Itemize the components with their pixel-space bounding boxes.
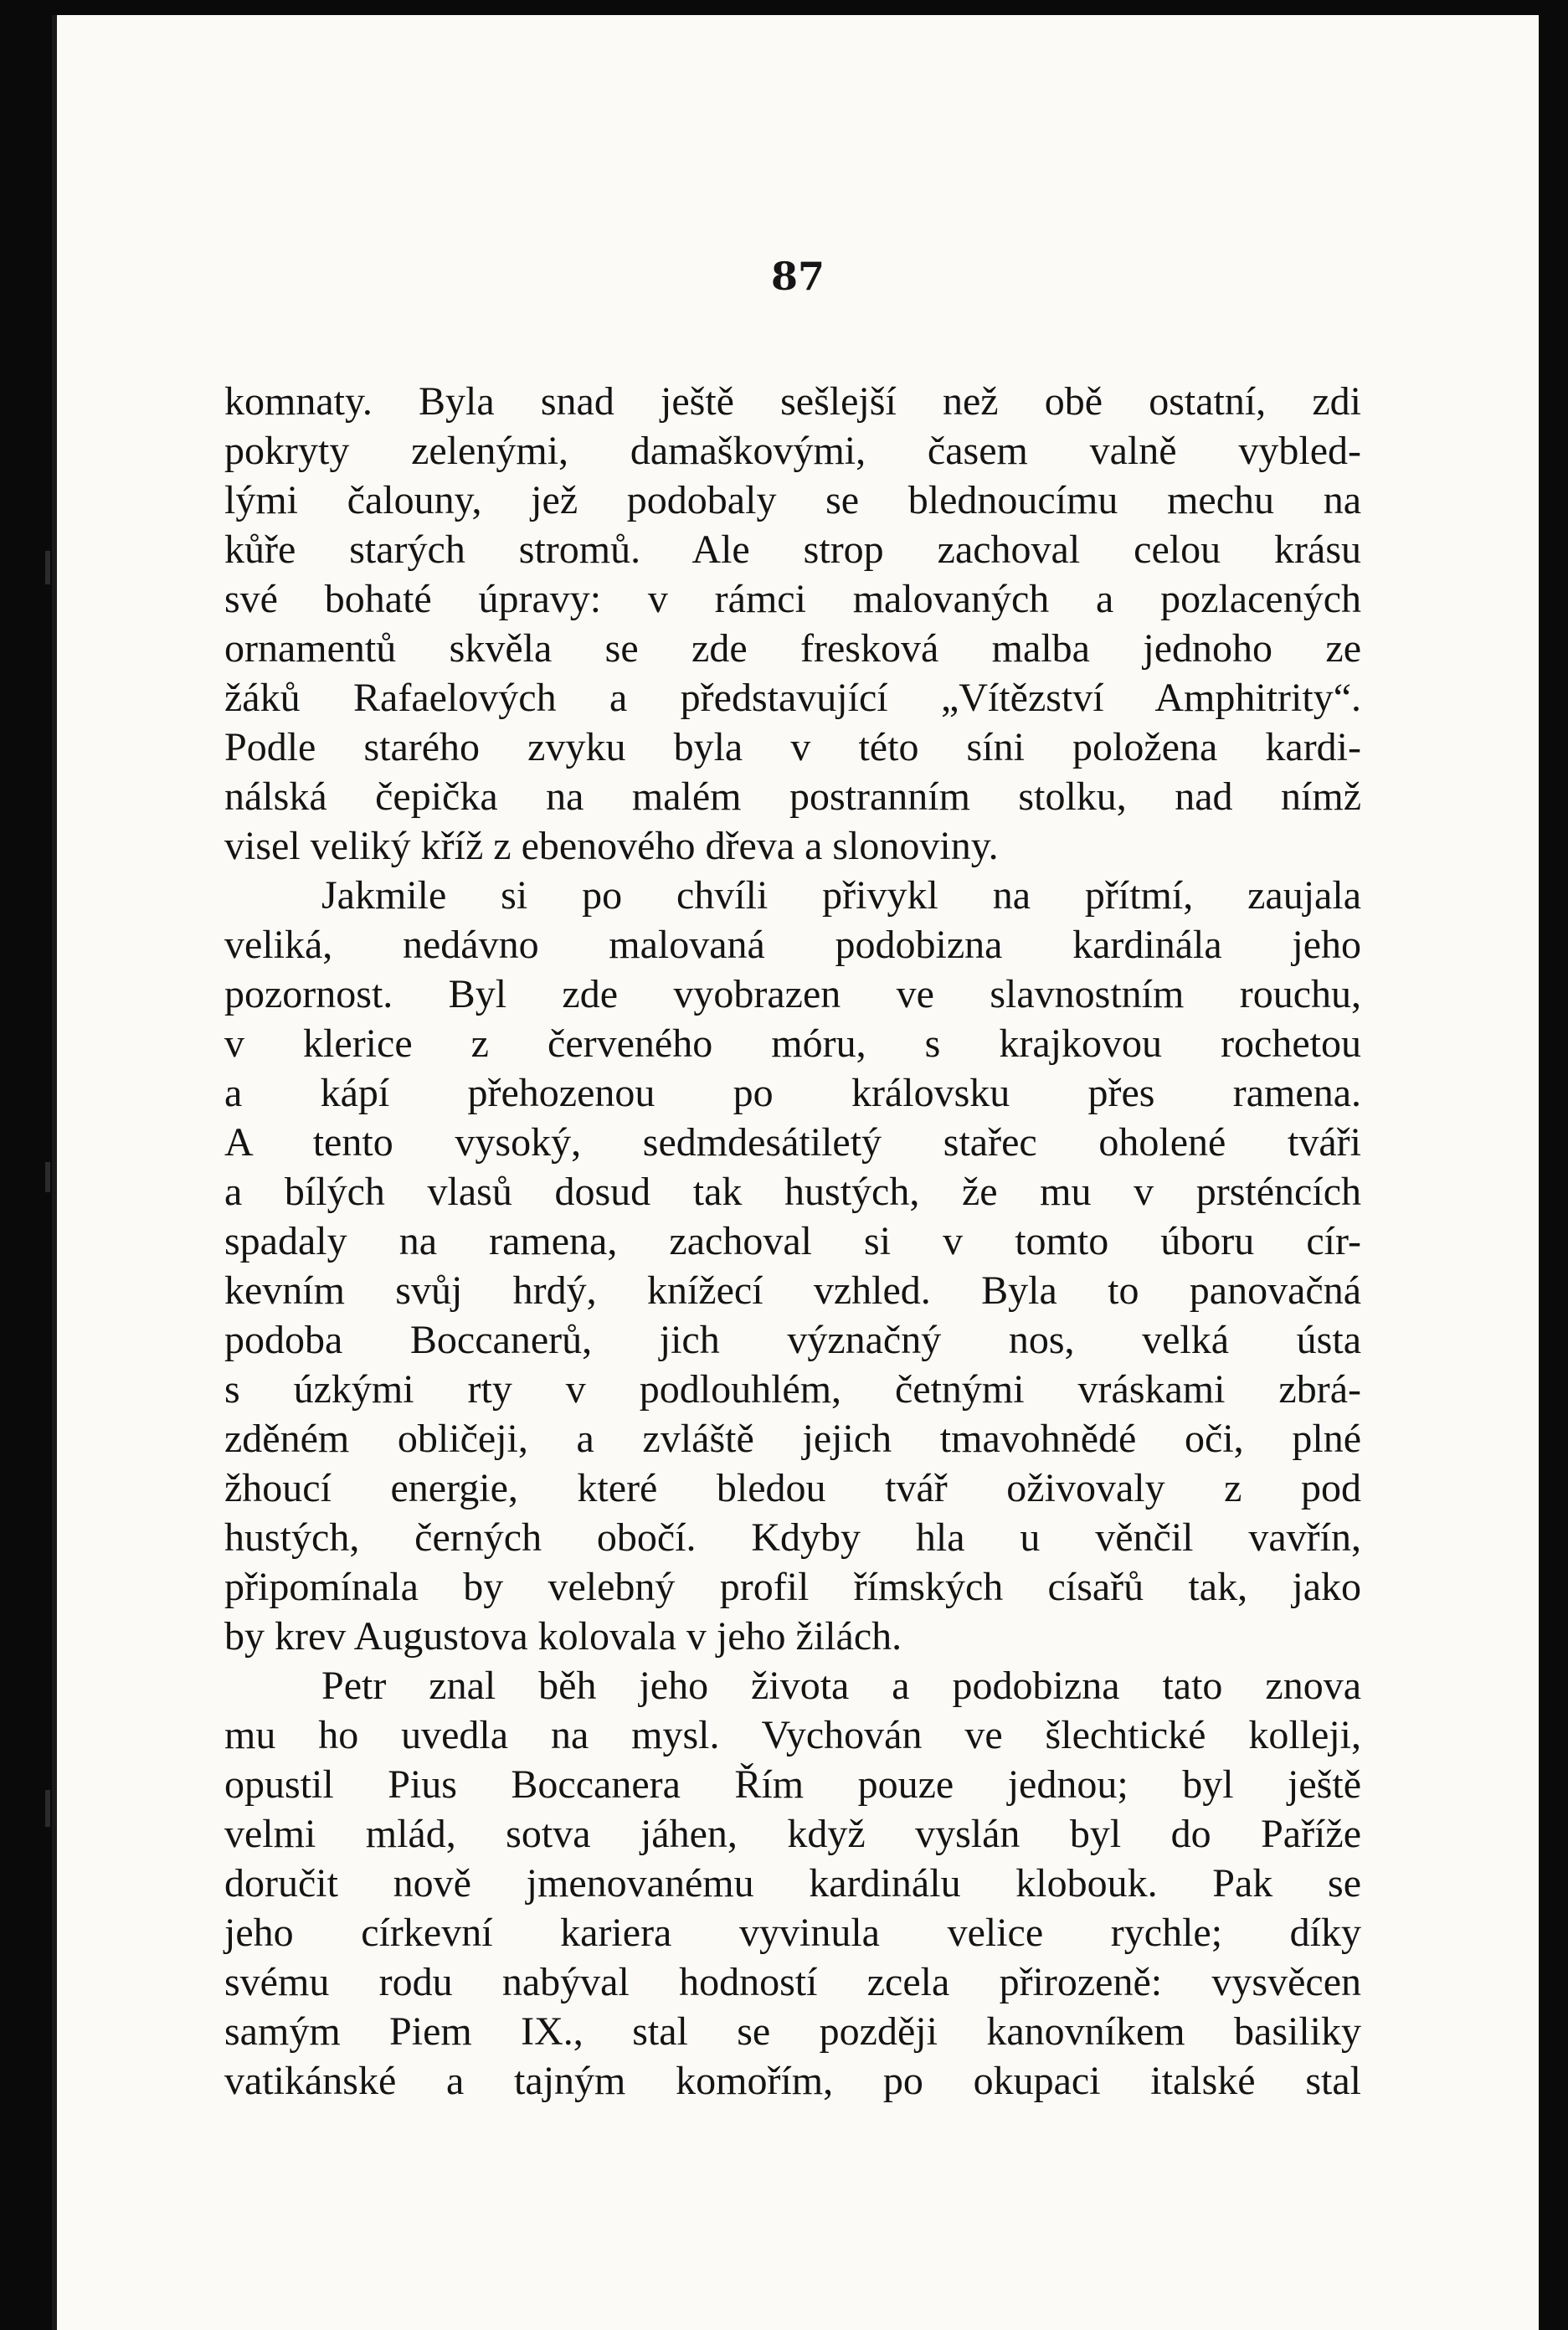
binding-mark — [45, 551, 50, 584]
text-line: by krev Augustova kolovala v jeho žilách. — [224, 1614, 902, 1659]
text-line: žáků Rafaelových a představující „Vítězství Amphitrity“. — [224, 676, 1361, 720]
text-line: hustých, černých obočí. Kdyby hla u věnčil vavřín, — [224, 1515, 1361, 1560]
text-line: veliká, nedávno malovaná podobizna kardinála jeho — [224, 923, 1361, 967]
text-line: Podle starého zvyku byla v této síni položena kardi- — [224, 725, 1361, 769]
text-line: velmi mlád, sotva jáhen, když vyslán byl do Paříže — [224, 1812, 1361, 1856]
text-line: doručit nově jmenovanému kardinálu klobouk. Pak se — [224, 1861, 1361, 1906]
binding-mark — [45, 1790, 50, 1827]
text-line: a kápí přehozenou po královsku přes ramena. — [224, 1071, 1361, 1115]
text-line: Petr znal běh jeho života a podobizna tato znova — [321, 1664, 1361, 1708]
text-line: nálská čepička na malém postranním stolku, nad nímž — [224, 774, 1361, 819]
text-line: v klerice z červeného móru, s krajkovou rochetou — [224, 1021, 1361, 1066]
text-line: opustil Pius Boccanera Řím pouze jednou; byl ještě — [224, 1762, 1361, 1807]
text-line: A tento vysoký, sedmdesátiletý stařec oholené tváři — [224, 1120, 1361, 1165]
page-number: 87 — [770, 254, 825, 299]
text-line: jeho církevní kariera vyvinula velice rychle; díky — [224, 1911, 1361, 1955]
binding-mark — [45, 1162, 50, 1192]
text-line: lými čalouny, jež podobaly se blednoucímu mechu na — [224, 478, 1361, 522]
text-line: samým Piem IX., stal se později kanovníkem basiliky — [224, 2009, 1361, 2054]
text-line: kevním svůj hrdý, knížecí vzhled. Byla to panovačná — [224, 1268, 1361, 1313]
text-line: pokryty zelenými, damaškovými, časem valně vybled- — [224, 429, 1361, 473]
text-line: své bohaté úpravy: v rámci malovaných a pozlacených — [224, 577, 1361, 621]
text-line: vatikánské a tajným komořím, po okupaci italské stal — [224, 2059, 1361, 2103]
text-line: pozornost. Byl zde vyobrazen ve slavnostním rouchu, — [224, 972, 1361, 1016]
text-line: svému rodu nabýval hodností zcela přirozeně: vysvěcen — [224, 1960, 1361, 2004]
text-line: visel veliký kříž z ebenového dřeva a slonoviny. — [224, 824, 999, 868]
text-line: mu ho uvedla na mysl. Vychován ve šlechtické kolleji, — [224, 1713, 1361, 1757]
text-line: s úzkými rty v podlouhlém, četnými vráskami zbrá- — [224, 1367, 1361, 1412]
text-line: připomínala by velebný profil římských císařů tak, jako — [224, 1565, 1361, 1609]
book-page — [52, 15, 1539, 2330]
body-text — [224, 377, 1361, 2106]
text-line: ornamentů skvěla se zde fresková malba jednoho ze — [224, 626, 1361, 671]
text-line: a bílých vlasů dosud tak hustých, že mu v prsténcích — [224, 1170, 1361, 1214]
text-line: zděném obličeji, a zvláště jejich tmavohnědé oči, plné — [224, 1417, 1361, 1461]
text-line: podoba Boccanerů, jich význačný nos, velká ústa — [224, 1318, 1361, 1362]
text-line: spadaly na ramena, zachoval si v tomto úboru cír- — [224, 1219, 1361, 1263]
text-line: kůře starých stromů. Ale strop zachoval celou krásu — [224, 527, 1361, 572]
text-line: Jakmile si po chvíli přivykl na přítmí, zaujala — [321, 873, 1361, 918]
text-line: žhoucí energie, které bledou tvář oživovaly z pod — [224, 1466, 1361, 1510]
text-line: komnaty. Byla snad ještě sešlejší než obě ostatní, zdi — [224, 379, 1361, 424]
